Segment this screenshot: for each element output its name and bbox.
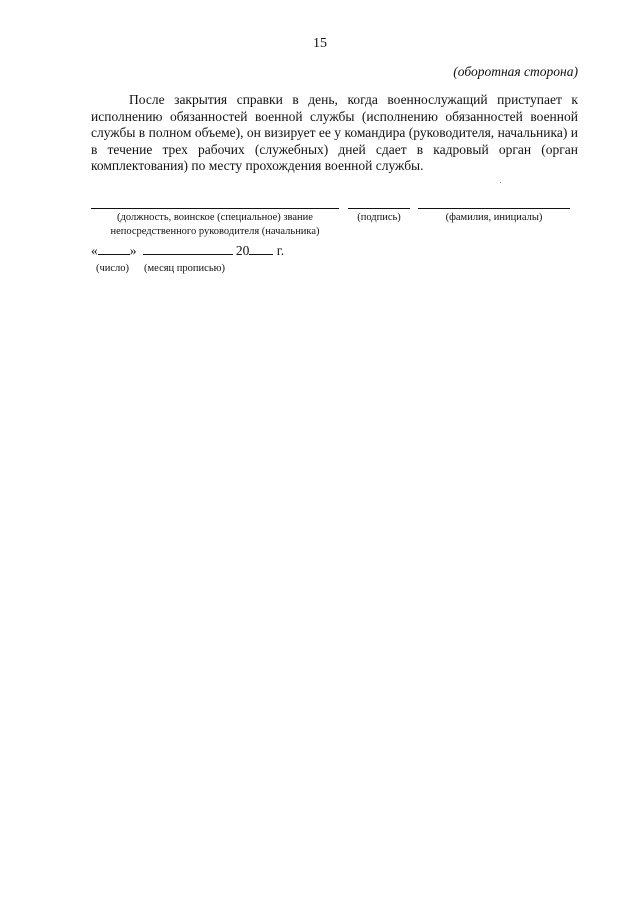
signature-line (348, 208, 410, 209)
scan-speck (500, 182, 501, 183)
date-open-quote: « (91, 243, 98, 258)
name-signature-line (418, 208, 570, 209)
position-signature-line (91, 208, 339, 209)
month-blank (143, 243, 233, 255)
position-caption-line-1: (должность, воинское (специальное) звание (117, 212, 313, 223)
day-caption: (число) (96, 263, 130, 274)
instruction-paragraph: После закрытия справки в день, когда военнослужащий приступает к исполнению обязанностей военной службы (исполнению обязанностей военной службы в полном объеме), он визирует ее у командира (руководителя, начальника) и в течение трех рабочих (служебных) дней сдает в кадровый орган (орган комплектования) по месту прохождения военной службы. (91, 92, 578, 173)
position-caption-line-2: непосредственного руководителя (начальника) (110, 225, 320, 237)
page-number: 15 (313, 36, 327, 51)
position-caption (91, 211, 339, 238)
month-caption: (месяц прописью) (144, 263, 225, 274)
day-blank (98, 243, 130, 255)
name-caption: (фамилия, инициалы) (445, 212, 543, 223)
year-prefix: 20 (235, 243, 250, 258)
year-blank (249, 243, 273, 255)
reverse-side-note: (оборотная сторона) (453, 64, 578, 79)
date-close-quote: » (129, 243, 137, 258)
year-suffix: г. (276, 243, 285, 258)
date-row (91, 243, 284, 259)
signature-caption: (подпись) (357, 212, 401, 223)
